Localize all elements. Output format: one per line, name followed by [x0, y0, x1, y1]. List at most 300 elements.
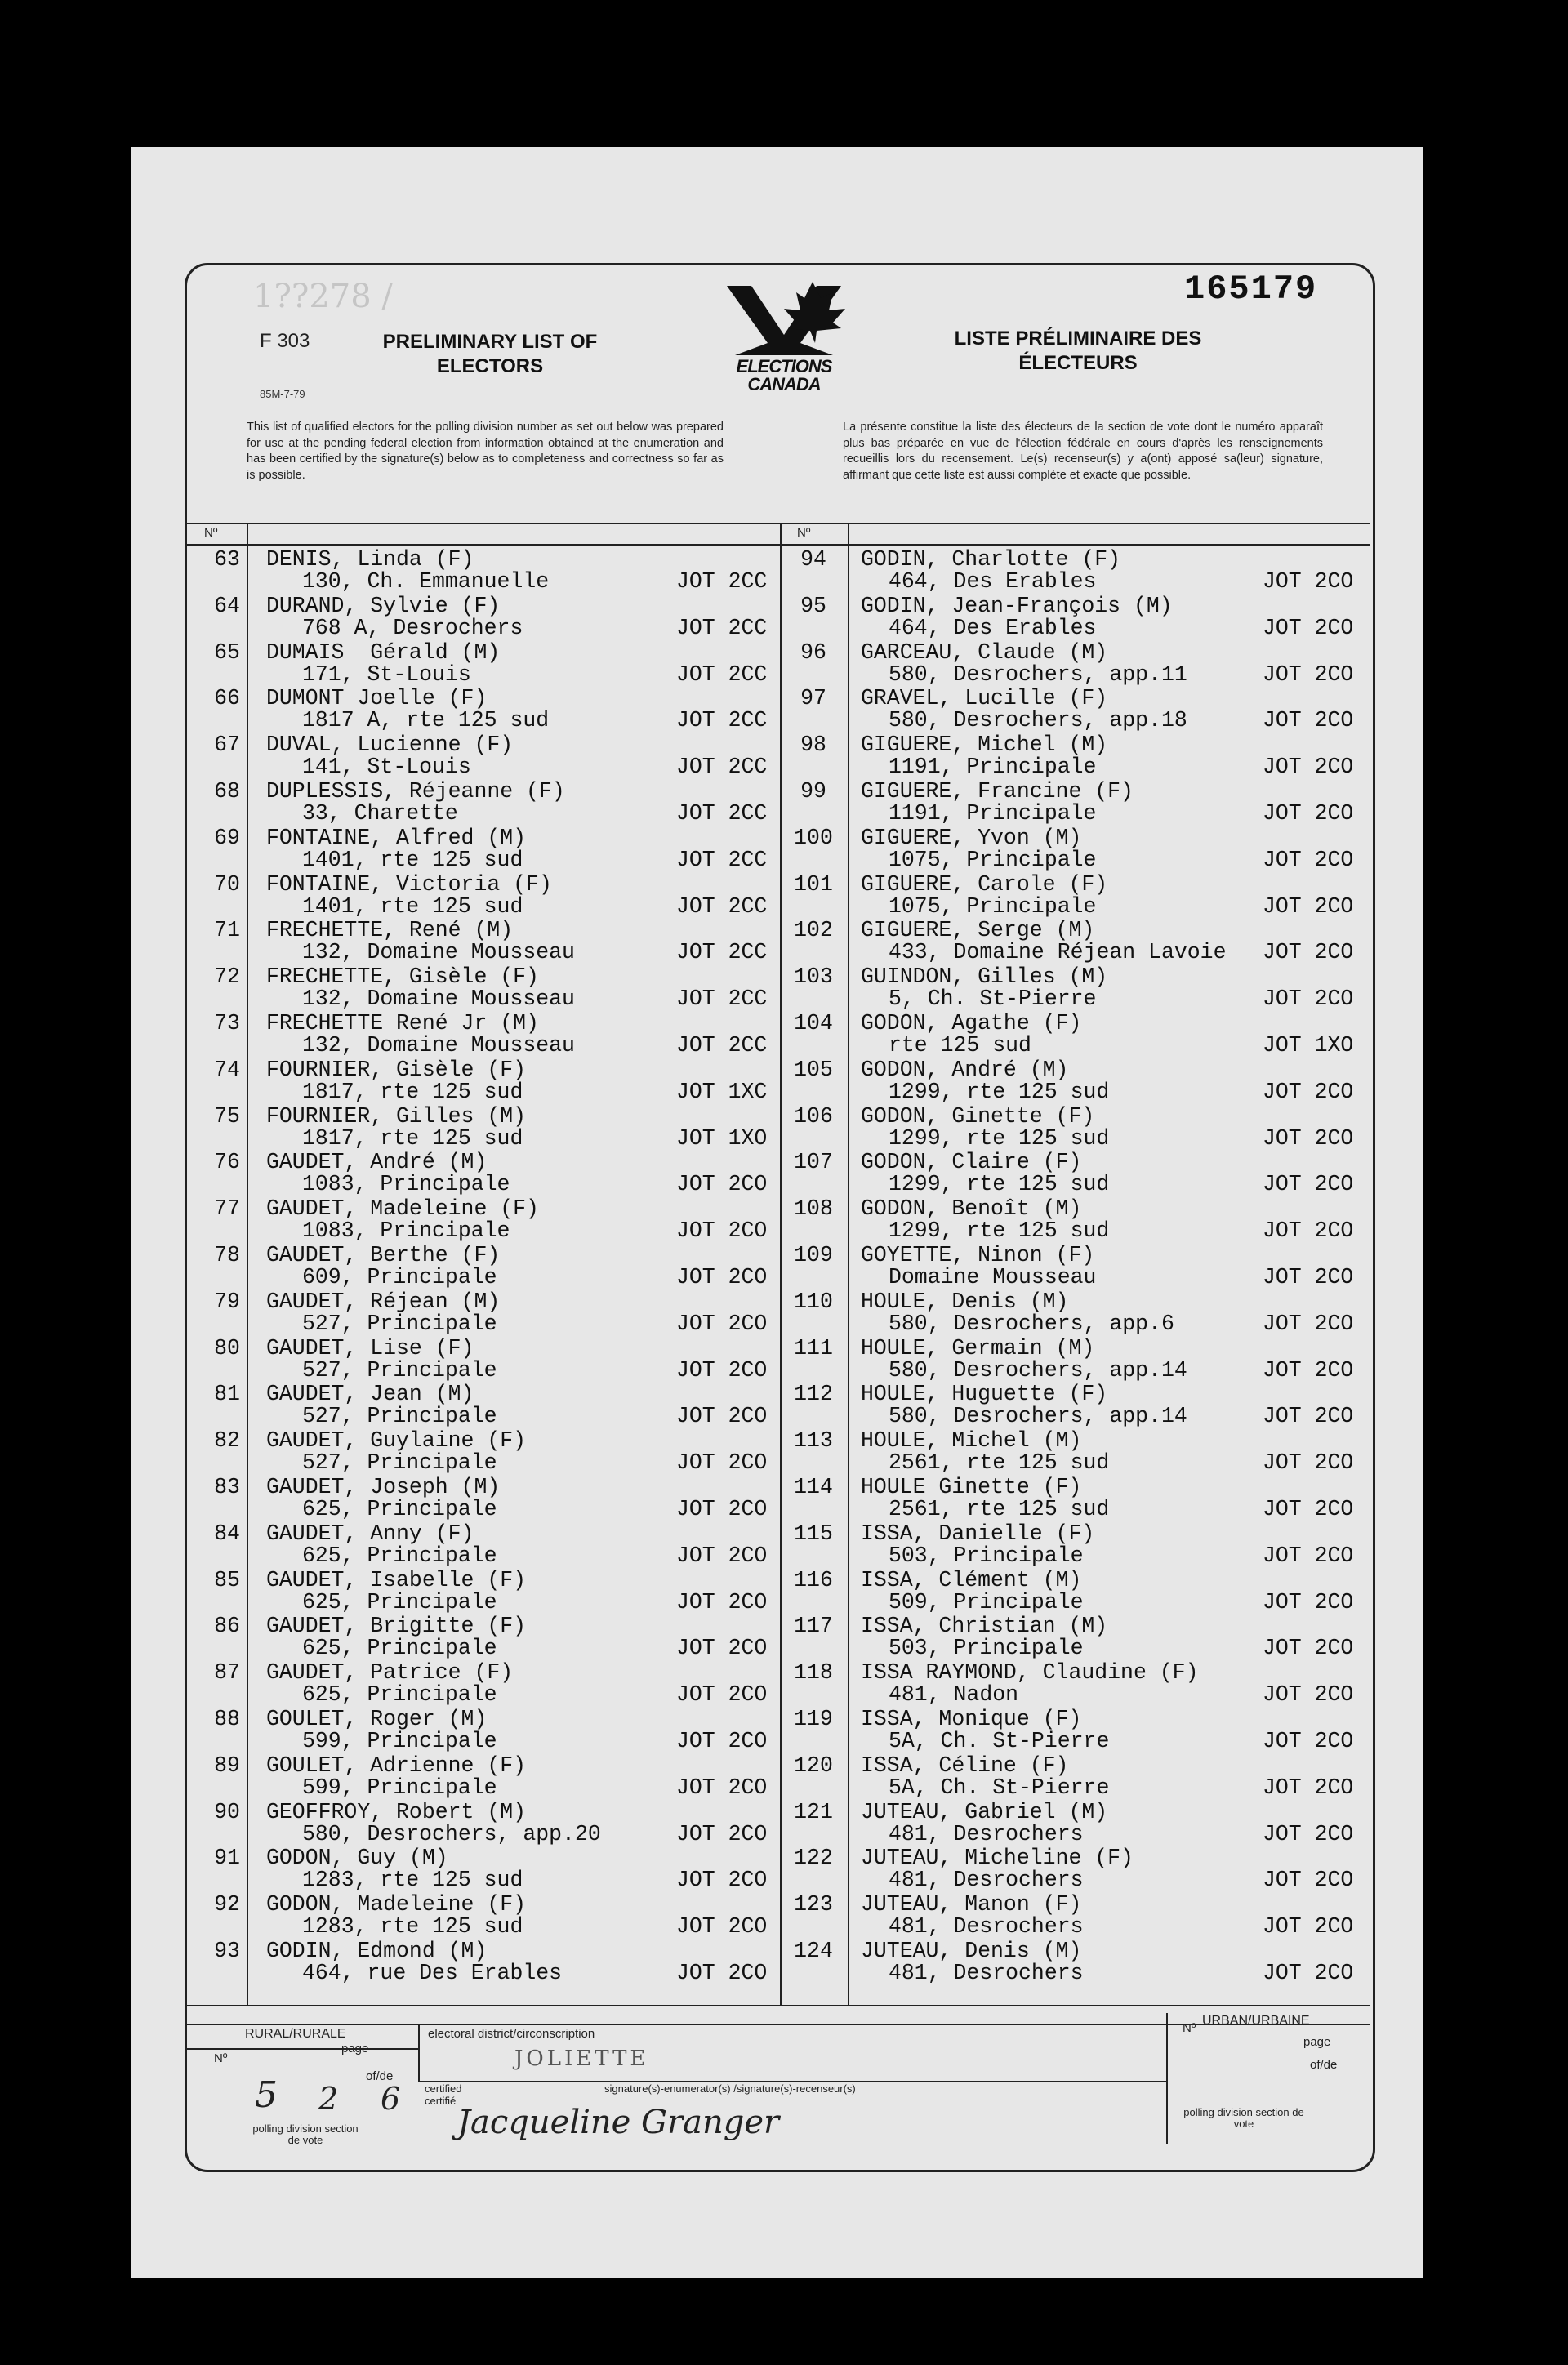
postal-code: JOT 2CC: [676, 987, 768, 1012]
elector-address: 130, Ch. Emmanuelle: [302, 569, 550, 594]
elector-number: 101: [794, 871, 833, 897]
elector-number: 93: [214, 1939, 240, 1963]
postal-code: JOT 1XC: [676, 1079, 768, 1104]
elector-name: GUINDON, Gilles (M): [861, 964, 1108, 990]
elector-address: 509, Principale: [889, 1589, 1084, 1615]
elector-address: 481, Nadon: [889, 1682, 1019, 1708]
elector-number: 117: [794, 1614, 833, 1639]
elector-number: 84: [214, 1521, 240, 1546]
elector-address: 625, Principale: [302, 1497, 497, 1521]
elector-address: 503, Principale: [889, 1543, 1084, 1568]
elector-name: GAUDET, Réjean (M): [266, 1289, 501, 1314]
elector-entry: [792, 1427, 1370, 1476]
elector-name: FRECHETTE, Gisèle (F): [266, 964, 539, 990]
elector-name: FONTAINE, Alfred (M): [266, 825, 527, 850]
elector-entry: [792, 639, 1370, 685]
elector-entry: [206, 639, 781, 685]
postal-code: JOT 2CO: [676, 1589, 768, 1615]
table-bottom-border: [186, 2005, 1370, 2006]
elector-address: 481, Desrochers: [889, 1961, 1084, 1985]
elector-number: 86: [214, 1614, 240, 1639]
elector-entry: [206, 1612, 781, 1659]
elector-name: ISSA RAYMOND, Claudine (F): [861, 1660, 1199, 1686]
title-english-line-2: ELECTORS: [436, 355, 544, 377]
elector-number: 76: [214, 1150, 240, 1175]
elector-address: 1299, rte 125 sud: [889, 1218, 1110, 1244]
postal-code: JOT 2CO: [676, 1821, 768, 1846]
elector-address: 2561, rte 125 sud: [889, 1497, 1110, 1521]
elector-name: ISSA, Monique (F): [861, 1707, 1082, 1731]
elector-number: 106: [794, 1103, 833, 1129]
postal-code: JOT 2CO: [1263, 1868, 1354, 1893]
postal-code: JOT 2CO: [1263, 1125, 1354, 1151]
elector-entry: [206, 1334, 781, 1381]
elector-entry: [792, 546, 1370, 592]
title-french-line-2: ÉLECTEURS: [1018, 352, 1138, 374]
postal-code: JOT 2CO: [1263, 1729, 1354, 1753]
elector-name: FOURNIER, Gilles (M): [266, 1103, 527, 1129]
elector-number: 110: [794, 1289, 833, 1314]
elector-number: 87: [214, 1660, 240, 1686]
elector-address: 1075, Principale: [889, 847, 1097, 872]
elector-entry: [206, 1659, 781, 1708]
elector-name: GRAVEL, Lucille (F): [861, 686, 1108, 711]
elector-address: 580, Desrochers, app.14: [889, 1357, 1187, 1383]
postal-code: JOT 2CO: [676, 1775, 768, 1800]
elector-name: GARCEAU, Claude (M): [861, 639, 1108, 665]
elector-number: 105: [794, 1057, 833, 1082]
urban-page-label: page: [1303, 2035, 1331, 2049]
elector-address: 433, Domaine Réjean Lavoie: [889, 940, 1227, 965]
elector-number: 88: [214, 1707, 240, 1731]
logo-text-line-2: CANADA: [747, 374, 821, 394]
elector-address: 1083, Principale: [302, 1218, 510, 1244]
elector-address: 1401, rte 125 sud: [302, 847, 523, 872]
elector-name: ISSA, Christian (M): [861, 1614, 1108, 1639]
elector-name: GIGUERE, Carole (F): [861, 871, 1108, 897]
elector-number: 99: [800, 779, 826, 804]
polling-division-label-rural: polling division section de vote: [252, 2122, 359, 2146]
elector-address: 464, Des Erables: [889, 615, 1097, 640]
elector-name: DUMONT Joelle (F): [266, 686, 488, 711]
elector-entry: [206, 1288, 781, 1334]
district-label: electoral district/circonscription: [428, 2027, 595, 2041]
postal-code: JOT 1XO: [676, 1125, 768, 1151]
elector-entry: [792, 592, 1370, 639]
elector-name: GODON, Guy (M): [266, 1846, 448, 1871]
elector-entry: [792, 1241, 1370, 1288]
elector-name: GAUDET, Lise (F): [266, 1335, 474, 1361]
elector-entry: [206, 916, 781, 963]
elector-address: 1817, rte 125 sud: [302, 1125, 523, 1151]
elector-entry: [206, 546, 781, 592]
elector-entry: [792, 1659, 1370, 1708]
elector-number: 72: [214, 964, 240, 990]
elector-entry: [206, 1009, 781, 1056]
elector-address: 527, Principale: [302, 1404, 497, 1429]
elector-name: GAUDET, André (M): [266, 1150, 488, 1175]
elector-number: 71: [214, 918, 240, 943]
postal-code: JOT 2CO: [1263, 569, 1354, 594]
postal-code: JOT 2CC: [676, 661, 768, 687]
elector-entry: [206, 1937, 781, 1984]
elector-address: 464, rue Des Erables: [302, 1961, 563, 1985]
elector-entry: [792, 1102, 1370, 1149]
elector-name: HOULE, Denis (M): [861, 1289, 1069, 1314]
title-french-line-1: LISTE PRÉLIMINAIRE DES: [954, 327, 1202, 350]
elector-address: 1191, Principale: [889, 755, 1097, 780]
district-value: JOLIETTE: [514, 2047, 649, 2071]
elector-entry: [206, 963, 781, 1012]
elector-number: 120: [794, 1753, 833, 1778]
urban-of-label: of/de: [1310, 2058, 1338, 2072]
postal-code: JOT 2CO: [676, 1172, 768, 1197]
postal-code: JOT 2CO: [1263, 1589, 1354, 1615]
postal-code: JOT 2CO: [1263, 1543, 1354, 1568]
elector-address: 481, Desrochers: [889, 1914, 1084, 1940]
elector-name: GAUDET, Jean (M): [266, 1382, 474, 1407]
elector-name: GOYETTE, Ninon (F): [861, 1243, 1095, 1267]
elector-address: 1083, Principale: [302, 1172, 510, 1197]
elector-entry: [792, 1473, 1370, 1520]
elector-entry: [792, 1798, 1370, 1845]
postal-code: JOT 2CO: [676, 1543, 768, 1568]
elector-name: GODON, André (M): [861, 1057, 1069, 1082]
elector-entry: [792, 1891, 1370, 1940]
elector-number: 67: [214, 733, 240, 758]
polling-division-label-urban: polling division section de vote: [1183, 2106, 1304, 2130]
elector-entry: [792, 1705, 1370, 1752]
postal-code: JOT 2CC: [676, 940, 768, 965]
elector-number: 123: [794, 1892, 833, 1917]
title-english: [343, 330, 637, 379]
elector-address: 1299, rte 125 sud: [889, 1172, 1110, 1197]
intro-french: La présente constitue la liste des électeurs de la section de vote dont le numéro apparaît plus bas préparée en vue de l'élection fédérale en cours d'après les renseignements recueillis lors du recensement. Le(s) recenseur(s) y a(ont) apposé sa(leur) signature, affirmant que cette liste est aussi complète et exacte que possible.: [843, 421, 1323, 482]
elector-entry: [206, 1380, 781, 1427]
elector-number: 68: [214, 779, 240, 804]
elector-name: JUTEAU, Micheline (F): [861, 1846, 1134, 1871]
postal-code: JOT 2CO: [676, 1450, 768, 1476]
elector-number: 108: [794, 1196, 833, 1222]
elector-number: 112: [794, 1382, 833, 1407]
elector-name: GIGUERE, Francine (F): [861, 779, 1134, 804]
elector-address: 580, Desrochers, app.6: [889, 1311, 1174, 1336]
elector-number: 114: [794, 1475, 833, 1499]
postal-code: JOT 2CO: [1263, 1497, 1354, 1521]
elector-address: 580, Desrochers, app.14: [889, 1404, 1187, 1429]
elector-entry: [206, 777, 781, 824]
elector-address: 5A, Ch. St-Pierre: [889, 1729, 1110, 1753]
elector-name: DUMAIS Gérald (M): [266, 639, 501, 665]
elector-entry: [792, 1195, 1370, 1244]
elector-entry: [792, 1334, 1370, 1381]
elector-number: 91: [214, 1846, 240, 1871]
handwritten-scribble: 1??278 /: [253, 278, 393, 315]
elector-entry: [792, 916, 1370, 963]
elector-number: 80: [214, 1335, 240, 1361]
elector-number: 97: [800, 686, 826, 711]
elector-address: 481, Desrochers: [889, 1821, 1084, 1846]
elector-entry: [792, 1520, 1370, 1566]
elector-entry: [792, 684, 1370, 731]
elector-number: 83: [214, 1475, 240, 1499]
postal-code: JOT 2CC: [676, 893, 768, 919]
elector-entry: [792, 777, 1370, 824]
elector-entry: [792, 731, 1370, 780]
elector-address: 1401, rte 125 sud: [302, 893, 523, 919]
elector-number: 94: [800, 547, 826, 572]
elector-number: 115: [794, 1521, 833, 1546]
elector-address: 503, Principale: [889, 1636, 1084, 1661]
footer-divider-1: [418, 2024, 420, 2081]
elector-name: FRECHETTE René Jr (M): [266, 1011, 539, 1036]
postal-code: JOT 2CO: [1263, 940, 1354, 965]
elector-entry: [792, 1566, 1370, 1613]
elector-number: 79: [214, 1289, 240, 1314]
elector-number: 63: [214, 547, 240, 572]
elector-name: HOULE, Michel (M): [861, 1428, 1082, 1454]
urban-label: URBAN/URBAINE: [1202, 2014, 1310, 2028]
elector-number: 121: [794, 1799, 833, 1824]
elector-entry: [206, 1056, 781, 1102]
elector-entry: [792, 871, 1370, 917]
postal-code: JOT 2CO: [676, 1218, 768, 1244]
elector-number: 73: [214, 1011, 240, 1036]
postal-code: JOT 2CO: [1263, 1265, 1354, 1289]
elector-address: 527, Principale: [302, 1357, 497, 1383]
elector-name: GOULET, Roger (M): [266, 1707, 488, 1731]
elector-number: 107: [794, 1150, 833, 1175]
elector-address: 580, Desrochers, app.11: [889, 661, 1187, 687]
footer-rural-line: [186, 2048, 420, 2050]
rural-label: RURAL/RURALE: [245, 2027, 346, 2041]
postal-code: JOT 2CO: [1263, 1404, 1354, 1429]
elector-address: 599, Principale: [302, 1729, 497, 1753]
postal-code: JOT 2CO: [1263, 893, 1354, 919]
postal-code: JOT 2CO: [1263, 1961, 1354, 1985]
intro-english: This list of qualified electors for the polling division number as set out below was prepared for use at the pending federal election from information obtained at the enumeration and has been certified by the signature(s) below as to completeness and correctness so far as is possible.: [247, 421, 724, 482]
elector-number: 77: [214, 1196, 240, 1222]
postal-code: JOT 2CO: [1263, 708, 1354, 733]
elector-address: 1299, rte 125 sud: [889, 1079, 1110, 1104]
elector-name: GODON, Agathe (F): [861, 1011, 1082, 1036]
postal-code: JOT 2CO: [1263, 1636, 1354, 1661]
logo-text: [704, 358, 864, 394]
elector-entry: [206, 1520, 781, 1566]
elector-name: GOULET, Adrienne (F): [266, 1753, 527, 1778]
elector-address: 132, Domaine Mousseau: [302, 1033, 575, 1058]
elector-address: 33, Charette: [302, 801, 458, 826]
elector-entry: [206, 1844, 781, 1891]
elector-address: 171, St-Louis: [302, 661, 471, 687]
postal-code: JOT 2CC: [676, 755, 768, 780]
postal-code: JOT 2CO: [1263, 1450, 1354, 1476]
elector-address: 464, Des Erables: [889, 569, 1097, 594]
elector-name: GODON, Madeleine (F): [266, 1892, 527, 1917]
elector-number: 102: [794, 918, 833, 943]
elector-name: DUVAL, Lucienne (F): [266, 733, 514, 758]
elector-entry: [206, 824, 781, 871]
postal-code: JOT 2CO: [676, 1357, 768, 1383]
elector-name: GIGUERE, Serge (M): [861, 918, 1095, 943]
elector-number: 64: [214, 593, 240, 618]
elector-number: 78: [214, 1243, 240, 1267]
elector-address: 599, Principale: [302, 1775, 497, 1800]
postal-code: JOT 2CC: [676, 615, 768, 640]
elector-number: 82: [214, 1428, 240, 1454]
elector-number: 89: [214, 1753, 240, 1778]
elector-number: 113: [794, 1428, 833, 1454]
elector-entry: [792, 1380, 1370, 1427]
postal-code: JOT 2CO: [676, 1868, 768, 1893]
elector-address: 609, Principale: [302, 1265, 497, 1289]
polling-number-value: 5: [255, 2074, 278, 2116]
elector-number: 103: [794, 964, 833, 990]
urban-no-label: Nº: [1183, 2021, 1196, 2035]
elector-name: GAUDET, Berthe (F): [266, 1243, 501, 1267]
elector-address: 5A, Ch. St-Pierre: [889, 1775, 1110, 1800]
elector-entry: [206, 1705, 781, 1752]
elector-number: 98: [800, 733, 826, 758]
elector-address: 625, Principale: [302, 1682, 497, 1708]
elector-entry: [206, 1473, 781, 1520]
elector-name: GEOFFROY, Robert (M): [266, 1799, 527, 1824]
elector-number: 69: [214, 825, 240, 850]
elector-name: DENIS, Linda (F): [266, 547, 474, 572]
postal-code: JOT 1XO: [1263, 1033, 1354, 1058]
elector-address: 580, Desrochers, app.20: [302, 1821, 601, 1846]
elector-address: 1817 A, rte 125 sud: [302, 708, 550, 733]
enumerator-signature: Jacqueline Granger: [457, 2104, 780, 2141]
elector-address: 625, Principale: [302, 1636, 497, 1661]
elector-name: ISSA, Clément (M): [861, 1567, 1082, 1592]
postal-code: JOT 2CO: [676, 1311, 768, 1336]
elector-name: GODIN, Edmond (M): [266, 1939, 488, 1963]
elector-number: 81: [214, 1382, 240, 1407]
elector-name: GIGUERE, Michel (M): [861, 733, 1108, 758]
elector-address: 481, Desrochers: [889, 1868, 1084, 1893]
elector-entry: [792, 963, 1370, 1012]
elector-number: 74: [214, 1057, 240, 1082]
table-top-border: [186, 523, 1370, 524]
postal-code: JOT 2CO: [1263, 1821, 1354, 1846]
form-date: 85M-7-79: [260, 388, 305, 400]
postal-code: JOT 2CO: [1263, 755, 1354, 780]
postal-code: JOT 2CO: [676, 1636, 768, 1661]
polling-no-label: Nº: [214, 2051, 228, 2065]
elector-name: FONTAINE, Victoria (F): [266, 871, 552, 897]
elector-entry: [792, 1612, 1370, 1659]
postal-code: JOT 2CO: [676, 1265, 768, 1289]
postal-code: JOT 2CC: [676, 1033, 768, 1058]
elector-number: 90: [214, 1799, 240, 1824]
elector-entry: [206, 871, 781, 917]
form-number: F 303: [260, 330, 310, 352]
elector-name: GAUDET, Isabelle (F): [266, 1567, 527, 1592]
elector-entry: [206, 1566, 781, 1613]
page-number-value: 2: [318, 2081, 339, 2117]
postal-code: JOT 2CC: [676, 569, 768, 594]
elector-name: ISSA, Céline (F): [861, 1753, 1069, 1778]
elector-number: 75: [214, 1103, 240, 1129]
elector-address: 132, Domaine Mousseau: [302, 987, 575, 1012]
elector-number: 118: [794, 1660, 833, 1686]
title-french: [906, 327, 1250, 376]
elector-entry: [206, 592, 781, 639]
elector-entry: [206, 1798, 781, 1845]
of-label: of/de: [366, 2069, 394, 2083]
elector-entry: [206, 1427, 781, 1476]
postal-code: JOT 2CO: [1263, 1218, 1354, 1244]
elector-number: 122: [794, 1846, 833, 1871]
elector-entry: [206, 1891, 781, 1940]
elector-entry: [206, 684, 781, 731]
elector-name: HOULE, Germain (M): [861, 1335, 1095, 1361]
elector-name: GODIN, Jean-François (M): [861, 593, 1173, 618]
column-header-number-right: Nº: [797, 526, 811, 540]
elector-name: HOULE, Huguette (F): [861, 1382, 1108, 1407]
elector-address: 2561, rte 125 sud: [889, 1450, 1110, 1476]
elector-entry: [792, 1288, 1370, 1334]
elector-number: 95: [800, 593, 826, 618]
elector-number: 124: [794, 1939, 833, 1963]
elector-entry: [206, 731, 781, 780]
elector-name: FRECHETTE, René (M): [266, 918, 514, 943]
elector-name: GAUDET, Madeleine (F): [266, 1196, 539, 1222]
elector-name: GODIN, Charlotte (F): [861, 547, 1121, 572]
elector-address: rte 125 sud: [889, 1033, 1031, 1058]
elector-name: JUTEAU, Gabriel (M): [861, 1799, 1108, 1824]
elector-name: JUTEAU, Manon (F): [861, 1892, 1082, 1917]
elector-address: 580, Desrochers, app.18: [889, 708, 1187, 733]
elector-entry: [792, 1752, 1370, 1798]
elector-name: DUPLESSIS, Réjeanne (F): [266, 779, 565, 804]
elector-number: 92: [214, 1892, 240, 1917]
elector-number: 119: [794, 1707, 833, 1731]
postal-code: JOT 2CO: [1263, 1311, 1354, 1336]
elector-entry: [792, 824, 1370, 871]
elector-entry: [792, 1937, 1370, 1984]
elector-name: GAUDET, Anny (F): [266, 1521, 474, 1546]
certified-label: certified certifié: [425, 2082, 462, 2107]
postal-code: JOT 2CC: [676, 847, 768, 872]
elector-address: 527, Principale: [302, 1450, 497, 1476]
elector-entry: [206, 1241, 781, 1288]
elector-address: Domaine Mousseau: [889, 1265, 1097, 1289]
elector-entry: [792, 1148, 1370, 1195]
elector-name: GAUDET, Patrice (F): [266, 1660, 514, 1686]
postal-code: JOT 2CO: [1263, 1172, 1354, 1197]
elector-name: JUTEAU, Denis (M): [861, 1939, 1082, 1963]
elector-name: GODON, Ginette (F): [861, 1103, 1095, 1129]
elector-address: 1283, rte 125 sud: [302, 1914, 523, 1940]
elector-entry: [206, 1148, 781, 1195]
elector-number: 109: [794, 1243, 833, 1267]
postal-code: JOT 2CO: [1263, 1682, 1354, 1708]
postal-code: JOT 2CO: [1263, 801, 1354, 826]
elector-name: FOURNIER, Gisèle (F): [266, 1057, 527, 1082]
elector-number: 100: [794, 825, 833, 850]
elector-address: 1283, rte 125 sud: [302, 1868, 523, 1893]
elector-name: GAUDET, Joseph (M): [266, 1475, 501, 1499]
postal-code: JOT 2CO: [1263, 987, 1354, 1012]
elector-number: 65: [214, 639, 240, 665]
postal-code: JOT 2CC: [676, 708, 768, 733]
elector-name: GODON, Benoît (M): [861, 1196, 1082, 1222]
postal-code: JOT 2CO: [676, 1961, 768, 1985]
postal-code: JOT 2CO: [1263, 1775, 1354, 1800]
elector-name: GIGUERE, Yvon (M): [861, 825, 1082, 850]
